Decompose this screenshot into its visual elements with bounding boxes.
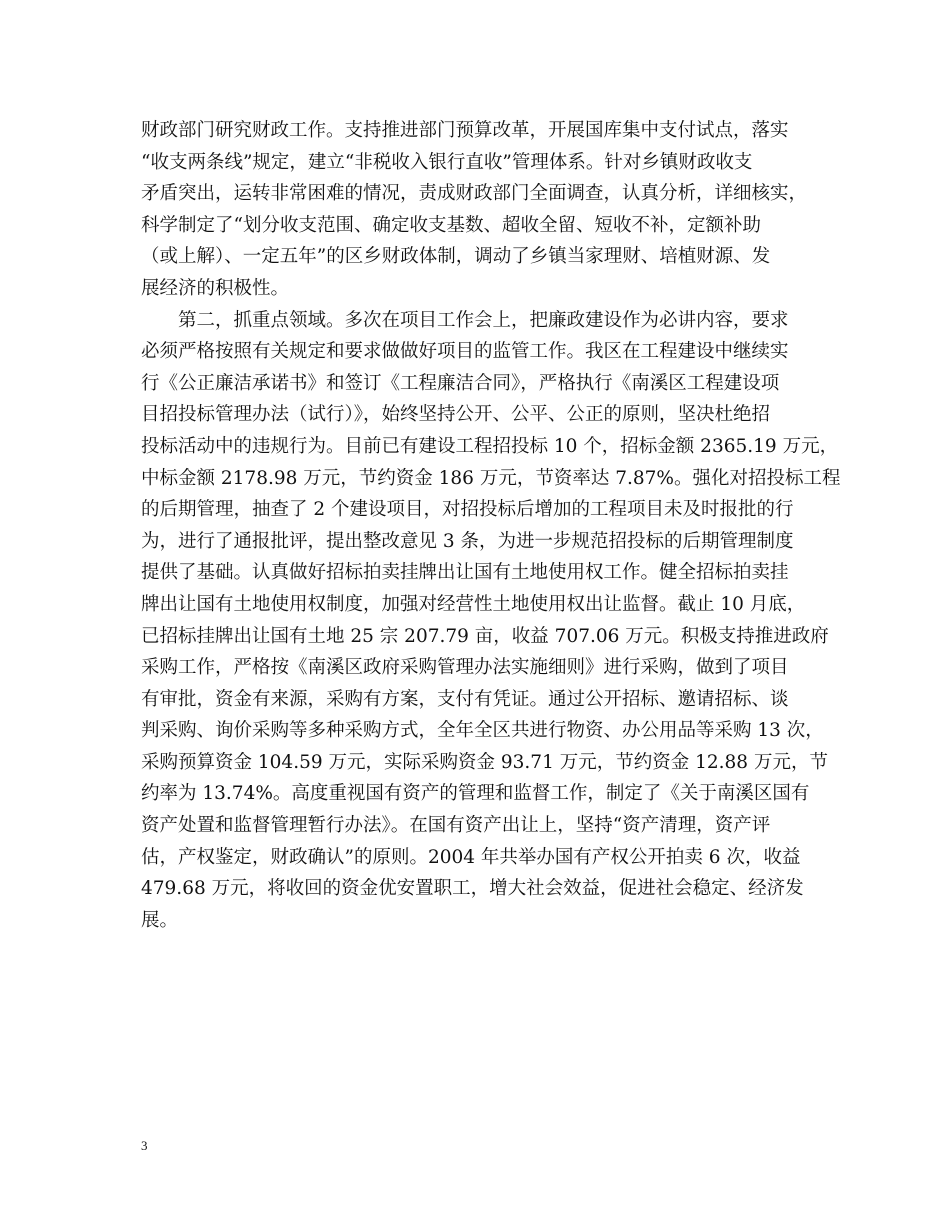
text-line: 展经济的积极性。 <box>141 277 290 299</box>
text-line: 展。 <box>141 909 179 931</box>
text-line: 采购预算资金 104.59 万元，实际采购资金 93.71 万元，节约资金 12.88 万元，节 <box>141 751 828 773</box>
text-line: 提供了基础。认真做好招标拍卖挂牌出让国有土地使用权工作。健全招标拍卖挂 <box>141 562 789 584</box>
text-line: 采购工作，严格按《南溪区政府采购管理办法实施细则》进行采购，做到了项目 <box>141 657 789 679</box>
body-text <box>141 115 841 936</box>
text-line: 约率为 13.74%。高度重视国有资产的管理和监督工作，制定了《关于南溪区国有 <box>141 783 810 805</box>
text-line: 的后期管理，抽查了 2 个建设项目，对招投标后增加的工程项目未及时报批的行 <box>141 499 794 521</box>
text-line: 牌出让国有土地使用权制度，加强对经营性土地使用权出让监督。截止 10 月底， <box>141 593 806 615</box>
text-line: 479.68 万元，将收回的资金优安置职工，增大社会效益，促进社会稳定、经济发 <box>141 878 804 900</box>
page-number: 3 <box>141 1138 148 1153</box>
text-line: “收支两条线”规定，建立“非税收入银行直收”管理体系。针对乡镇财政收支 <box>141 151 753 173</box>
text-line: 投标活动中的违规行为。目前已有建设工程招投标 10 个，招标金额 2365.19 万元， <box>141 435 839 457</box>
text-line: 估，产权鉴定，财政确认”的原则。2004 年共举办国有产权公开拍卖 6 次，收益 <box>141 846 801 868</box>
text-line: 目招投标管理办法（试行）》，始终坚持公开、公平、公正的原则，坚决杜绝招 <box>141 404 771 426</box>
text-line: 第二，抓重点领域。多次在项目工作会上，把廉政建设作为必讲内容，要求 <box>141 309 789 331</box>
text-line: （或上解）、一定五年”的区乡财政体制，调动了乡镇当家理财、培植财源、发 <box>141 246 771 268</box>
text-line: 已招标挂牌出让国有土地 25 宗 207.79 亩，收益 707.06 万元。积极支持推进政府 <box>141 625 829 647</box>
text-line: 必须严格按照有关规定和要求做做好项目的监管工作。我区在工程建设中继续实 <box>141 341 789 363</box>
text-line: 财政部门研究财政工作。支持推进部门预算改革，开展国库集中支付试点，落实 <box>141 120 789 141</box>
text-line: 科学制定了“划分收支范围、确定收支基数、超收全留、短收不补，定额补助 <box>141 214 761 236</box>
text-line: 判采购、询价采购等多种采购方式，全年全区共进行物资、办公用品等采购 13 次， <box>141 720 824 742</box>
text-line: 为，进行了通报批评，提出整改意见 3 条，为进一步规范招投标的后期管理制度 <box>141 530 794 552</box>
text-line: 有审批，资金有来源，采购有方案，支付有凭证。通过公开招标、邀请招标、谈 <box>141 688 789 710</box>
text-line: 中标金额 2178.98 万元，节约资金 186 万元，节资率达 7.87%。强化对招投标工程 <box>141 467 841 489</box>
text-line: 行《公正廉洁承诺书》和签订《工程廉洁合同》，严格执行《南溪区工程建设项 <box>141 372 780 394</box>
text-line: 矛盾突出，运转非常困难的情况，责成财政部门全面调查，认真分析，详细核实， <box>141 183 808 205</box>
text-line: 资产处置和监督管理暂行办法》。在国有资产出让上，坚持“资产清理，资产评 <box>141 815 771 837</box>
